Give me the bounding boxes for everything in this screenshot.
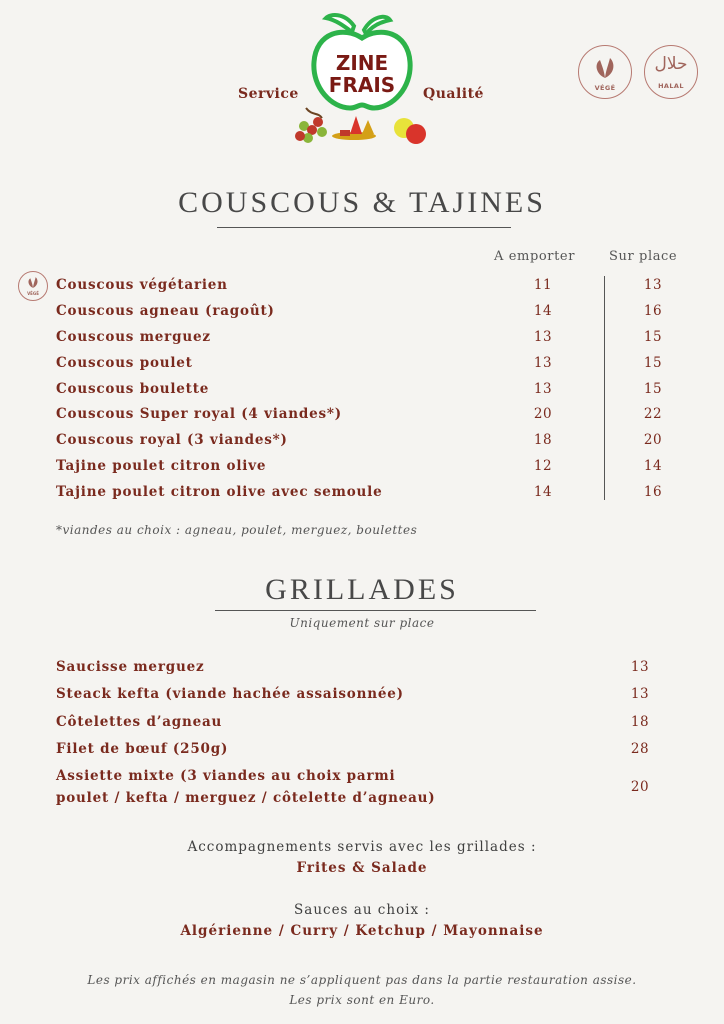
- price: 13: [630, 659, 650, 675]
- price: 13: [630, 686, 650, 702]
- sauces-label: Sauces au choix :: [294, 902, 430, 918]
- menu-item-name: Tajine poulet citron olive avec semoule: [56, 484, 383, 500]
- price-surplace: 15: [643, 329, 663, 345]
- col-emporter: A emporter: [494, 249, 576, 264]
- price-emporter: 13: [533, 329, 553, 345]
- vege-badge: [578, 45, 632, 99]
- price-emporter: 14: [533, 484, 553, 500]
- zine-frais-logo: [292, 8, 432, 148]
- grillades-subtitle: Uniquement sur place: [289, 616, 435, 630]
- price-surplace: 16: [643, 303, 663, 319]
- menu-item-name: Steack kefta (viande hachée assaisonnée): [56, 686, 404, 702]
- footer-line-1: Les prix affichés en magasin ne s’appliquent pas dans la partie restauration assise.: [87, 973, 637, 987]
- menu-item-name: Filet de bœuf (250g): [56, 741, 229, 757]
- menu-item-name: Couscous poulet: [56, 355, 193, 371]
- leaf-icon: [592, 56, 618, 80]
- menu-item-name: Couscous boulette: [56, 381, 210, 397]
- price-emporter: 11: [533, 277, 553, 293]
- price-surplace: 22: [643, 406, 663, 422]
- vege-badge-text: VÉGÉ: [594, 84, 616, 92]
- sides-value: Frites & Salade: [296, 860, 428, 876]
- grillades-section-title: GRILLADES: [265, 573, 459, 606]
- price: 20: [630, 779, 650, 795]
- price-column-divider: [604, 276, 605, 500]
- grillades-title-rule: [215, 610, 536, 611]
- sauces-value: Algérienne / Curry / Ketchup / Mayonnaise: [180, 923, 544, 939]
- menu-item-name: Couscous Super royal (4 viandes*): [56, 406, 342, 422]
- menu-item-name: Couscous royal (3 viandes*): [56, 432, 288, 448]
- grapes-icon: [295, 108, 327, 143]
- service-label: Service: [238, 86, 299, 102]
- price-surplace: 15: [643, 355, 663, 371]
- mixte-line-1: Assiette mixte (3 viandes au choix parmi: [56, 768, 396, 784]
- halal-arabic-text: حلال: [654, 54, 688, 74]
- menu-item-name: Tajine poulet citron olive: [56, 458, 267, 474]
- footer-line-2: Les prix sont en Euro.: [289, 993, 435, 1007]
- price-surplace: 13: [643, 277, 663, 293]
- menu-item-name: Côtelettes d’agneau: [56, 714, 223, 730]
- couscous-section-title: COUSCOUS & TAJINES: [178, 186, 546, 219]
- couscous-footnote: *viandes au choix : agneau, poulet, merguez, boulettes: [56, 523, 418, 537]
- spices-icon: [332, 116, 376, 140]
- leaf-icon: [26, 276, 40, 289]
- apple-logo-icon: [292, 8, 432, 148]
- logo-text-zine: ZINE: [335, 51, 389, 75]
- price-emporter: 18: [533, 432, 553, 448]
- logo-text-frais: FRAIS: [328, 73, 396, 97]
- menu-item-name: Couscous merguez: [56, 329, 211, 345]
- vegetarian-item-badge: [18, 271, 48, 301]
- col-surplace: Sur place: [609, 249, 678, 264]
- price-surplace: 14: [643, 458, 663, 474]
- menu-item-name: Couscous végétarien: [56, 277, 228, 293]
- mixte-line-2: poulet / kefta / merguez / côtelette d’agneau): [56, 790, 436, 806]
- price: 28: [630, 741, 650, 757]
- vegetarian-item-badge-text: VÉGÉ: [27, 291, 39, 296]
- menu-item-name: Saucisse merguez: [56, 659, 205, 675]
- halal-badge: [644, 45, 698, 99]
- price-surplace: 16: [643, 484, 663, 500]
- price-emporter: 14: [533, 303, 553, 319]
- price: 18: [630, 714, 650, 730]
- price-emporter: 20: [533, 406, 553, 422]
- price-emporter: 13: [533, 381, 553, 397]
- couscous-title-rule: [217, 227, 511, 228]
- menu-item-name: Couscous agneau (ragoût): [56, 303, 275, 319]
- qualite-label: Qualité: [423, 86, 484, 102]
- price-emporter: 12: [533, 458, 553, 474]
- price-surplace: 20: [643, 432, 663, 448]
- price-emporter: 13: [533, 355, 553, 371]
- price-surplace: 15: [643, 381, 663, 397]
- sides-label: Accompagnements servis avec les grillades :: [187, 839, 537, 855]
- tomato-icon: [394, 118, 426, 144]
- halal-badge-text: HALAL: [658, 82, 684, 90]
